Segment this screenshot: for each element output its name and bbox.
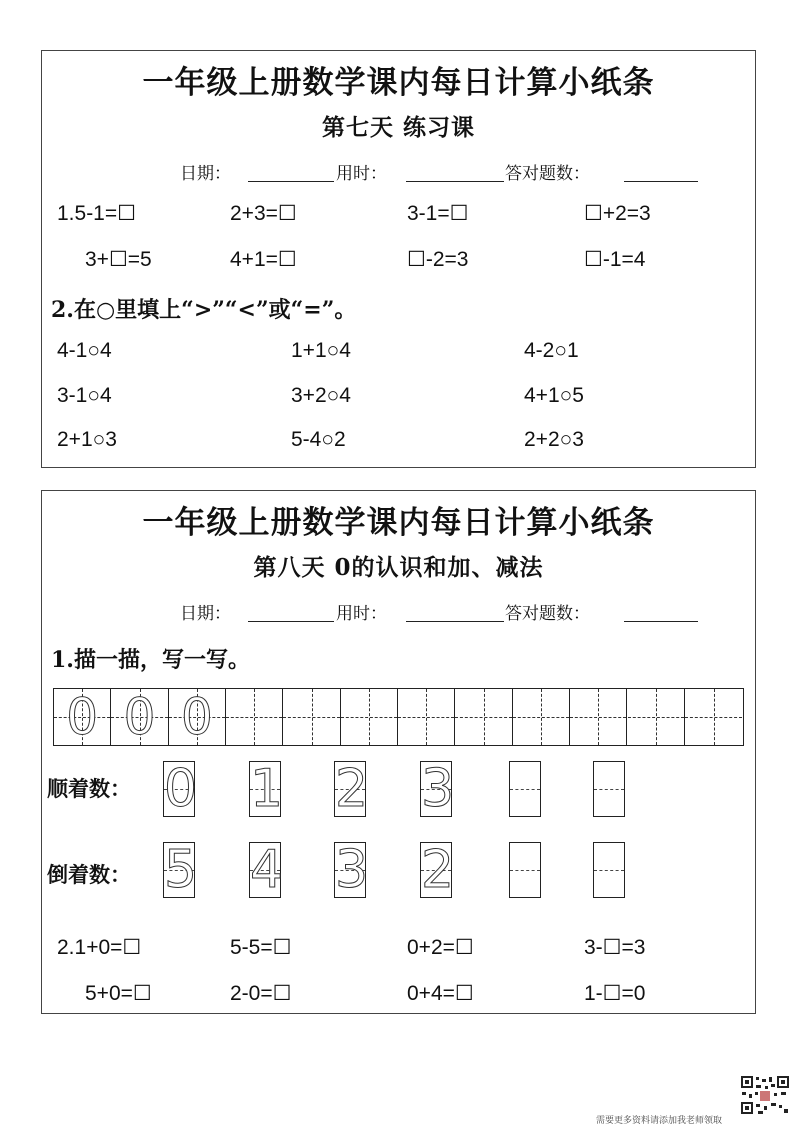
tracing-cell[interactable] — [455, 689, 512, 745]
guide-line-horizontal — [628, 717, 684, 718]
tracing-cell[interactable] — [54, 689, 111, 745]
number-box[interactable] — [509, 842, 541, 898]
number-box[interactable] — [163, 840, 198, 900]
trace-digit: 0 — [66, 688, 99, 746]
compare-problem[interactable]: 3+2○4 — [291, 384, 351, 407]
tracing-cell[interactable] — [226, 689, 283, 745]
card-subtitle: 第七天 练习课 — [321, 114, 475, 141]
compare-problem[interactable]: 1+1○4 — [291, 339, 351, 362]
number-box[interactable] — [420, 759, 455, 819]
trace-digit: 3 — [335, 840, 369, 900]
trace-digit: 3 — [421, 759, 455, 819]
compare-problem[interactable]: 4+1○5 — [524, 384, 584, 407]
time-blank[interactable] — [406, 181, 504, 182]
guide-line-horizontal — [226, 717, 282, 718]
correct-count-label: 答对题数： — [505, 164, 590, 184]
date-blank[interactable] — [248, 621, 334, 622]
guide-line-horizontal — [513, 717, 569, 718]
problem[interactable]: 5-5=☐ — [230, 936, 292, 959]
tracing-cell[interactable] — [283, 689, 340, 745]
number-box[interactable] — [420, 840, 455, 900]
q2-row-1 — [42, 339, 755, 369]
problem[interactable]: 2+3=☐ — [230, 202, 297, 225]
problem[interactable]: 3+☐=5 — [85, 248, 152, 271]
trace-digit: 4 — [250, 840, 284, 900]
problem[interactable]: 1.5-1=☐ — [57, 202, 136, 225]
q1-heading: 1.描一描，写一写。 — [51, 647, 250, 673]
tracing-cell[interactable] — [628, 689, 685, 745]
tracing-cell[interactable] — [341, 689, 398, 745]
q2-heading: 2.在○里填上“>”“<”或“=”。 — [51, 297, 357, 323]
number-box[interactable] — [509, 761, 541, 817]
forward-count-label: 顺着数： — [47, 776, 131, 801]
guide-line-horizontal — [510, 870, 540, 871]
guide-line-horizontal — [283, 717, 339, 718]
date-blank[interactable] — [248, 181, 334, 182]
problem[interactable]: ☐+2=3 — [584, 202, 651, 225]
correct-count-blank[interactable] — [624, 621, 698, 622]
guide-line-horizontal — [685, 717, 742, 718]
time-blank[interactable] — [406, 621, 504, 622]
problem[interactable]: 0+2=☐ — [407, 936, 474, 959]
time-label: 用时： — [336, 164, 387, 184]
q2-row-2 — [42, 384, 755, 414]
q2-row-1 — [42, 935, 755, 965]
footer-note: 需要更多资料请添加我老师领取 — [596, 1116, 723, 1126]
card-subtitle: 第八天 0的认识和加、减法 — [253, 554, 544, 581]
compare-problem[interactable]: 2+2○3 — [524, 428, 584, 451]
number-box[interactable] — [163, 759, 198, 819]
tracing-cell[interactable] — [513, 689, 570, 745]
compare-problem[interactable]: 5-4○2 — [291, 428, 346, 451]
tracing-cell[interactable] — [570, 689, 627, 745]
correct-count-blank[interactable] — [624, 181, 698, 182]
problem[interactable]: ☐-1=4 — [584, 248, 646, 271]
tracing-cell[interactable] — [111, 689, 168, 745]
trace-digit: 5 — [164, 840, 198, 900]
q1-row-2 — [42, 247, 755, 277]
date-label: 日期： — [180, 164, 231, 184]
problem[interactable]: 3-☐=3 — [584, 936, 646, 959]
guide-line-horizontal — [341, 717, 397, 718]
number-box[interactable] — [593, 842, 625, 898]
time-label: 用时： — [336, 604, 387, 624]
card-title: 一年级上册数学课内每日计算小纸条 — [142, 505, 655, 541]
guide-line-horizontal — [455, 717, 511, 718]
correct-count-label: 答对题数： — [505, 604, 590, 624]
number-box[interactable] — [334, 759, 369, 819]
guide-line-horizontal — [570, 717, 626, 718]
number-box[interactable] — [249, 840, 284, 900]
problem[interactable]: 3-1=☐ — [407, 202, 469, 225]
compare-problem[interactable]: 4-1○4 — [57, 339, 112, 362]
tracing-cell[interactable] — [398, 689, 455, 745]
problem[interactable]: 5+0=☐ — [85, 982, 152, 1005]
date-label: 日期： — [180, 604, 231, 624]
guide-line-horizontal — [594, 870, 624, 871]
problem[interactable]: 1-☐=0 — [584, 982, 646, 1005]
problem[interactable]: 0+4=☐ — [407, 982, 474, 1005]
number-box[interactable] — [249, 759, 284, 819]
worksheet-card-day8 — [41, 490, 756, 1014]
guide-line-horizontal — [510, 789, 540, 790]
problem[interactable]: 2.1+0=☐ — [57, 936, 142, 959]
qr-code-icon — [740, 1075, 790, 1115]
trace-digit: 2 — [421, 840, 455, 900]
backward-count-label: 倒着数： — [47, 862, 131, 887]
compare-problem[interactable]: 3-1○4 — [57, 384, 112, 407]
compare-problem[interactable]: 2+1○3 — [57, 428, 117, 451]
tracing-cell[interactable] — [685, 689, 742, 745]
problem[interactable]: ☐-2=3 — [407, 248, 469, 271]
problem[interactable]: 2-0=☐ — [230, 982, 292, 1005]
q2-row-3 — [42, 428, 755, 458]
tracing-cell[interactable] — [169, 689, 226, 745]
compare-problem[interactable]: 4-2○1 — [524, 339, 579, 362]
tracing-grid — [53, 688, 744, 746]
number-box[interactable] — [334, 840, 369, 900]
trace-digit: 0 — [123, 688, 156, 746]
problem[interactable]: 4+1=☐ — [230, 248, 297, 271]
number-box[interactable] — [593, 761, 625, 817]
guide-line-horizontal — [398, 717, 454, 718]
guide-line-horizontal — [594, 789, 624, 790]
trace-digit: 1 — [250, 759, 284, 819]
q1-row-1 — [42, 201, 755, 231]
trace-digit: 0 — [164, 759, 198, 819]
trace-digit: 2 — [335, 759, 369, 819]
trace-digit: 0 — [180, 688, 213, 746]
q2-row-2 — [42, 981, 755, 1011]
worksheet-card-day7 — [41, 50, 756, 468]
card-title: 一年级上册数学课内每日计算小纸条 — [142, 65, 655, 101]
